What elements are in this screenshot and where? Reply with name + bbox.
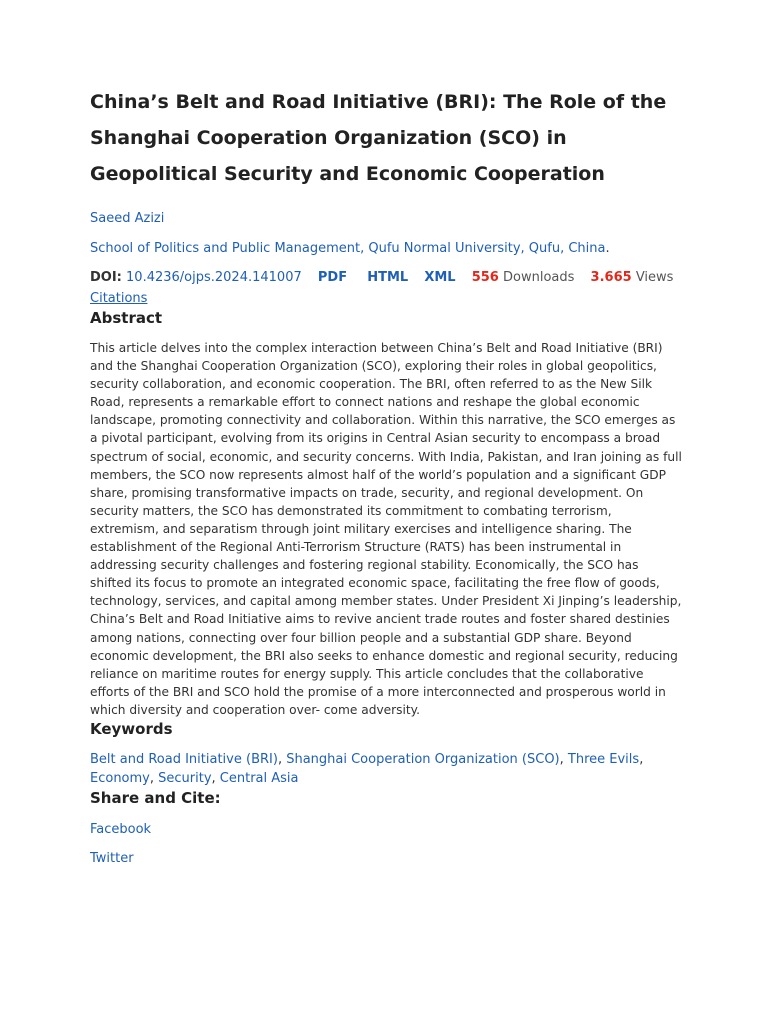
downloads-count: 556	[471, 270, 499, 285]
author-line	[90, 209, 690, 229]
keyword-separator: ,	[211, 770, 220, 786]
doi-label: DOI:	[90, 270, 122, 285]
keyword-link[interactable]: Three Evils	[567, 751, 640, 767]
affiliation-period: .	[605, 241, 610, 256]
article-meta-bar	[90, 268, 690, 287]
article-title-line-2: Shanghai Cooperation Organization (SCO) in	[90, 127, 567, 149]
article-page	[90, 84, 690, 869]
keyword-link[interactable]: Economy	[90, 770, 150, 786]
affiliation-link[interactable]: School of Politics and Public Management, Qufu Normal University, Qufu, China	[90, 241, 606, 256]
article-title-line-1: China’s Belt and Road Initiative (BRI): The Role of the	[90, 91, 667, 113]
keyword-separator: ,	[149, 770, 159, 786]
keyword-separator: ,	[277, 751, 287, 767]
article-title-line-3: Geopolitical Security and Economic Cooperation	[90, 163, 605, 185]
pdf-link[interactable]: PDF	[317, 270, 348, 285]
keyword-separator: ,	[559, 751, 568, 767]
affiliation-line	[90, 239, 690, 259]
keywords-heading: Keywords	[90, 719, 173, 738]
facebook-share-link[interactable]: Facebook	[90, 821, 152, 837]
keyword-link[interactable]: Shanghai Cooperation Organization (SCO)	[286, 751, 560, 767]
keyword-separator: ,	[639, 751, 644, 767]
keyword-link[interactable]: Central Asia	[219, 770, 299, 786]
html-link[interactable]: HTML	[367, 270, 409, 285]
downloads-label: Downloads	[503, 270, 575, 285]
citations-link[interactable]: Citations	[90, 291, 148, 306]
twitter-share-link[interactable]: Twitter	[90, 850, 134, 866]
views-label: Views	[635, 270, 674, 285]
share-twitter-row	[90, 849, 690, 869]
share-facebook-row	[90, 820, 690, 840]
author-link[interactable]: Saeed Azizi	[90, 211, 165, 226]
abstract-heading: Abstract	[90, 309, 163, 327]
article-title	[90, 84, 690, 192]
share-and-cite-heading: Share and Cite:	[90, 788, 221, 807]
xml-link[interactable]: XML	[424, 270, 456, 285]
keywords-list	[90, 750, 690, 788]
abstract-body: This article delves into the complex interaction between China’s Belt and Road Initiative (BRI) and the Shanghai Cooperation Organization (SCO), exploring their roles in global geopolitics, security collaboration, and economic cooperation. The BRI, often referred to as the New Silk Road, represents a remarkable effort to connect nations and reshape the global economic landscape, promoting connectivity and collaboration. Within this narrative, the SCO emerges as a pivotal participant, evolving from its origins in Central Asian security to encompass a broad spectrum of social, economic, and security concerns. With India, Pakistan, and Iran joining as full members, the SCO now represents almost half of the world’s population and a significant GDP share, promising transformative impacts on trade, security, and regional development. On security matters, the SCO has demonstrated its commitment to combating terrorism, extremism, and separatism through joint military exercises and intelligence sharing. The establishment of the Regional Anti-Terrorism Structure (RATS) has been instrumental in addressing security challenges and fostering regional stability. Economically, the SCO has shifted its focus to promote an integrated economic space, facilitating the free flow of goods, technology, services, and capital among member states. Under President Xi Jinping’s leadership, China’s Belt and Road Initiative aims to revive ancient trade routes and foster shared destinies among nations, connecting over four billion people and a substantial GDP share. Beyond economic development, the BRI also seeks to enhance domestic and regional security, reducing reliance on maritime routes for energy supply. This article concludes that the collaborative efforts of the BRI and SCO hold the promise of a more interconnected and prosperous world in which diversity and cooperation over- come adversity.	[90, 341, 682, 717]
views-count: 3.665	[590, 270, 632, 285]
doi-link[interactable]: 10.4236/ojps.2024.141007	[126, 270, 302, 285]
keyword-link[interactable]: Belt and Road Initiative (BRI)	[90, 751, 278, 767]
keyword-link[interactable]: Security	[158, 770, 212, 786]
